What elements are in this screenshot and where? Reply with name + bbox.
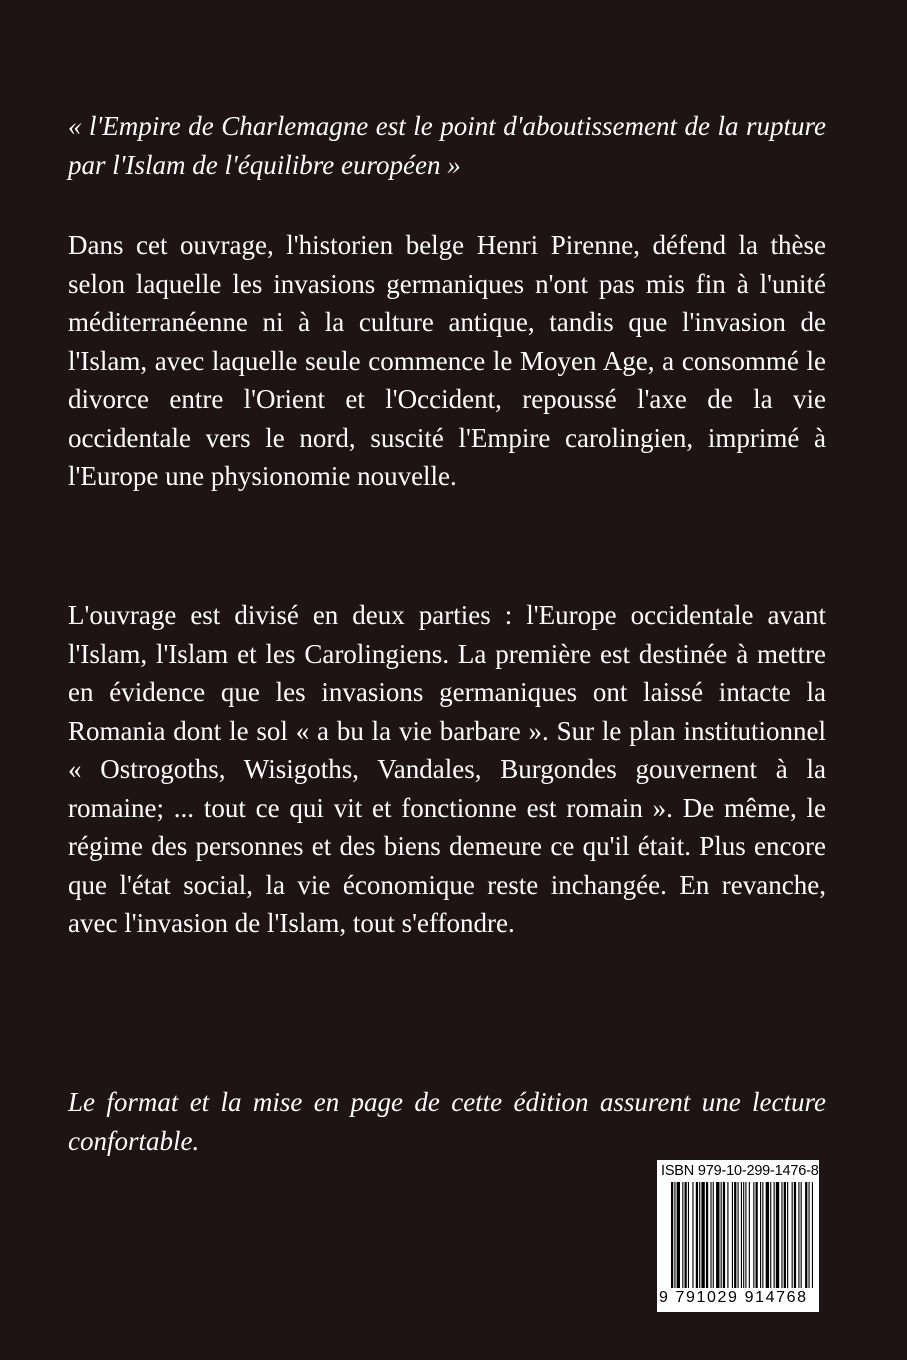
barcode-digits: 9 791029 914768: [659, 1289, 808, 1306]
cover-quote: « l'Empire de Charlemagne est le point d'aboutissement de la rupture par l'Islam de l'équilibre européen »: [68, 111, 826, 180]
description-paragraph-2: L'ouvrage est divisé en deux parties : l'Europe occidentale avant l'Islam, l'Islam et les Carolingiens. La première est destinée à mettre en évidence que les invasions germaniques ont laissé intacte la Romania dont le sol « a bu la vie barbare ». Sur le plan institutionnel « Ostrogoths, Wisigoths, Vandales, Burgondes gouvernent à la romaine; ... tout ce qui vit et fonctionne est romain ». De même, le régime des personnes et des biens demeure ce qu'il était. Plus encore que l'état social, la vie économique reste inchangée. En revanche, avec l'invasion de l'Islam, tout s'effondre.: [68, 600, 826, 938]
barcode-icon: [671, 1182, 813, 1288]
isbn-label: ISBN 979-10-299-1476-8: [661, 1163, 819, 1179]
isbn-barcode-box: [657, 1160, 819, 1312]
closing-note: Le format et la mise en page de cette édition assurent une lecture confortable.: [68, 1087, 826, 1156]
description-paragraph-1: Dans cet ouvrage, l'historien belge Henri Pirenne, défend la thèse selon laquelle les invasions germaniques n'ont pas mis fin à l'unité méditerranéenne ni à la culture antique, tandis que l'invasion de l'Islam, avec laquelle seule commence le Moyen Age, a consommé le divorce entre l'Orient et l'Occident, repoussé l'axe de la vie occidentale vers le nord, suscité l'Empire carolingien, imprimé à l'Europe une physionomie nouvelle.: [68, 230, 826, 491]
